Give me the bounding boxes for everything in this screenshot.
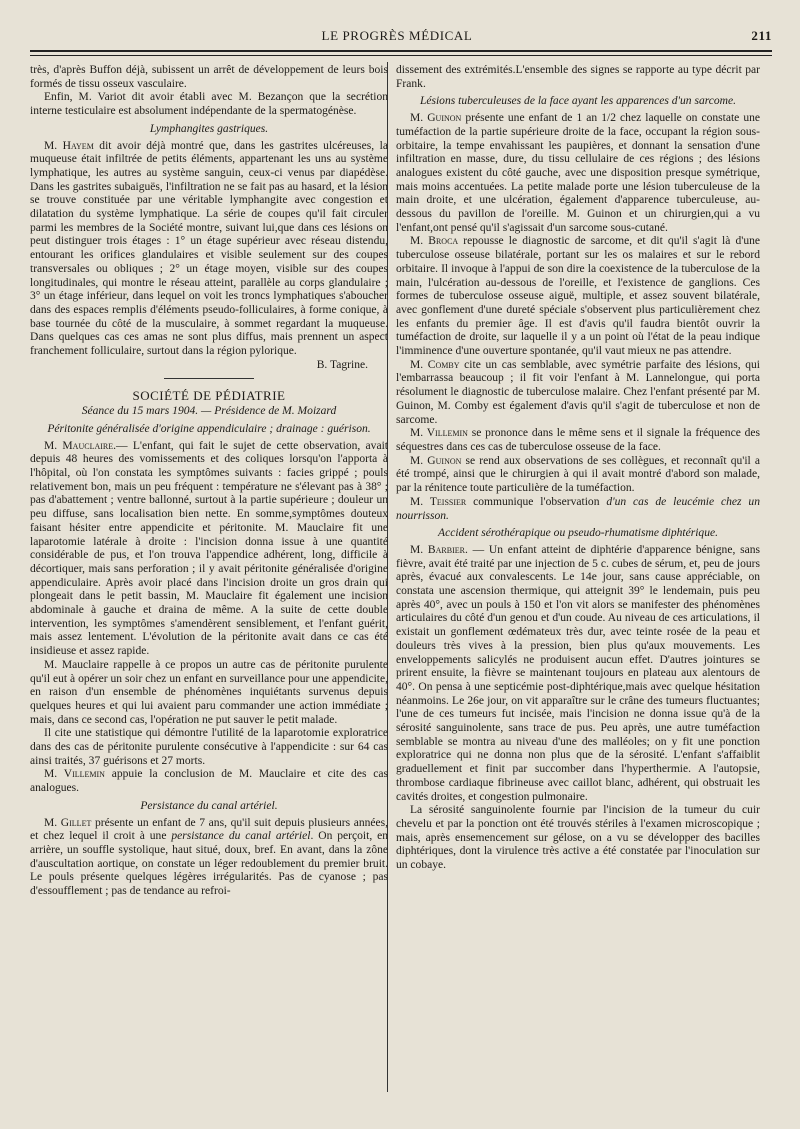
- speaker-name: M. Comby: [410, 358, 460, 371]
- subsection-heading: Lésions tuberculeuses de la face ayant les apparences d'un sarcome.: [419, 95, 737, 108]
- paragraph: [30, 140, 388, 359]
- page-number: 211: [751, 28, 772, 43]
- paragraph: [396, 112, 760, 235]
- paragraph: [396, 455, 760, 496]
- paragraph-text: communique l'observation: [466, 495, 607, 508]
- subsection-heading: Accident sérothérapique ou pseudo-rhumatisme diphtérique.: [438, 527, 718, 540]
- subsection-heading: Persistance du canal artériel.: [140, 799, 278, 812]
- paragraph: La sérosité sanguinolente fournie par l'incision de la tumeur du cuir chevelu et par la ponction ont été trouvés stériles à l'examen microscopique ; mais, après ensemencement sur gélose, on a vu se développer des bacilles diphtériques, dont la virulence très active a été constatée par l'inoculation sur un cobaye.: [396, 804, 760, 872]
- paragraph: [396, 359, 760, 428]
- paragraph: [396, 544, 760, 804]
- paragraph: [30, 440, 388, 659]
- paragraph: [30, 768, 388, 795]
- paragraph-text: repousse le diagnostic de sarcome, et dit qu'il s'agit là d'une tuberculose osseuse bilatérale, portant sur les os malaires et sur le rebord orbitaire. Il invoque à l'appui de son dire la coexistence de la tuberculose de la main, l'ulcération au-dessous de l'oreille, et l'existence de ganglions. Ces formes de tuberculose osseuse aiguë, multiple, et assez souvent bilatérale, avec gonflement d'une dureté spéciale s'observent plus particulièrement chez les enfants du premier âge. Il est d'avis qu'il faudra bientôt ouvrir la tuméfaction de droite, sur laquelle il y a un point où l'état de la peau indique l'imminence d'une ouverture spontanée, qu'il vaut mieux ne pas attendre.: [396, 235, 760, 358]
- session-line: Séance du 15 mars 1904. — Présidence de M. Moizard: [81, 405, 337, 418]
- speaker-name: M. Guinon: [410, 454, 462, 467]
- speaker-name: M. Barbier.: [410, 543, 468, 556]
- section-title: SOCIÉTÉ DE PÉDIATRIE: [132, 388, 286, 404]
- paragraph: [396, 235, 760, 358]
- paragraph: dissement des extrémités.L'ensemble des signes se rapporte au type décrit par Frank.: [396, 64, 760, 90]
- paragraph-text: — Un enfant atteint de diphtérie d'apparence bénigne, sans fièvre, avait été traité par une injection de 5 c. cubes de sérum, et, peu de jours après, évacué aux convalescents. Le 14e jour, sans cause appréciable, on constata une ascension thermique, qui atteignit 39° le lendemain, puis peu après 40°, avec un pouls à 150 et l'on vit alors se manifester des phénomènes articulaires du côté d'un genou et d'un coude. Au niveau de ces articulations, il existait un gonflement œdémateux très dur, avec teinte rosée de la peau et douleurs très vives à la pression, bien plus qu'aux mouvements. Les enveloppements salicylés ne produisent aucun effet. D'autres jointures se prirent ensuite, la fièvre se maintenant toujours en plateau aux alentours de 40°. On pensa à une septicémie post-diphtérique,mais avec quelque hésitation néanmoins. Le 26e jour, on vit apparaître sur le crâne des tumeurs fluctuantes; l'une de ces tumeurs fut incisée, mais l'incision ne donna issue qu'à de la sérosité sanguinolente, sans trace de pus. Peu après, une autre tuméfaction semblable se montra au niveau d'une des malléoles; on y fit une ponction exploratrice qui ne donna non plus que de la sérosité. L'enfant s'affaiblit graduellement et finit par succomber dans l'hyperthermie. A l'autopsie, thrombose cardiaque fibrineuse avec caillot blanc, adhérent, qui obstruait les cavités droites, et congestion pulmonaire.: [396, 543, 760, 803]
- speaker-name: M. Villemin: [44, 768, 105, 781]
- paragraph-text: se prononce dans le même sens et il signale la fréquence des séquestres dans ces cas de tuberculose osseuse de la face.: [396, 427, 760, 453]
- paragraph-text: . On perçoit, en arrière, un souffle systolique, haut situé, doux, bref. En avant, dans la zône d'auscultation aortique, on constate un léger redoublement du premier bruit. Le pouls présente quelques légères irrégularités. Pas de cyanose ; pas d'essoufflement ; pas de tendance au refroi-: [30, 830, 388, 898]
- speaker-name: M. Hayem: [44, 139, 94, 152]
- signature: B. Tagrine.: [316, 358, 368, 371]
- subsection-heading: Péritonite généralisée d'origine appendiculaire ; drainage : guérison.: [47, 422, 371, 435]
- paragraph: [396, 427, 760, 454]
- subsection-heading: Lymphangites gastriques.: [149, 122, 269, 135]
- journal-title: LE PROGRÈS MÉDICAL: [321, 28, 473, 43]
- paragraph: Enfin, M. Variot dit avoir établi avec M. Bezançon que la secrétion interne testiculaire est absolument indépendante de la spermatogénèse.: [30, 91, 388, 118]
- paragraph-text: cite un cas semblable, avec symétrie parfaite des lésions, qui l'embarrassa beaucoup ; il fit voir l'enfant à M. Lannelongue, qui porta résolument le diagnostic de tuberculose malaire. Chez l'enfant présenté par M. Guinon, M. Comby est également d'avis qu'il s'agit de tuberculose et non de sarcome.: [396, 358, 760, 426]
- paragraph-text: dit avoir déjà montré que, dans les gastrites ulcéreuses, la muqueuse était infiltrée de petits éléments, appartenant les uns au système lymphatique, les autres au système sanguin, ceux-ci venus par diapédèse. Dans les gastrites subaiguës, l'infiltration ne se fait pas au hasard, et la lésion se trouve constituée par une véritable lymphangite avec congestion et dilatation du système lymphatique. La série de coupes qu'il fait circuler parmi les membres de la Société montre, suivant lui,que dans ces lésions on peut distinguer trois étages : 1° un étage supérieur avec réseau distendu, entourant les orifices glandulaires et visible seulement sur des coupes transversales ou obliques ; 2° un étage moyen, visible sur des coupes longitudinales, qui montre le réseau atteint, parallèle au corps glandulaire ; 3° un étage inférieur, dans lequel on voit les troncs lymphatiques s'aboucher dans des espaces remplis d'éléments pseudo-folliculaires, à forme conique, à base tournée du côté de la musculaire, à sommet regardant la muqueuse. Dans quelques cas ces amas ne sont plus diffus, mais prennent un aspect franchement folliculaire, surtout dans la région pylorique.: [30, 139, 388, 358]
- right-column: [396, 64, 760, 873]
- speaker-name: M. Villemin: [410, 427, 468, 440]
- paragraph-text: appuie la conclusion de M. Mauclaire et cite des cas analogues.: [30, 768, 388, 795]
- header-rule: [30, 50, 772, 52]
- running-header: [22, 28, 772, 46]
- paragraph: très, d'après Buffon déjà, subissent un arrêt de développement de leurs bois formés de tissu osseux vasculaire.: [30, 64, 388, 90]
- paragraph-text: se rend aux observations de ses collègues, et reconnaît qu'il a été trompé, ainsi que le chirurgien à qui il avait montré d'abord son malade, par la rénitence toute particulière de la tuméfaction.: [396, 454, 761, 495]
- speaker-name: M. Teissier: [410, 495, 467, 508]
- paragraph-text: — L'enfant, qui fait le sujet de cette observation, avait depuis 48 heures des vomissements et des coliques lorsqu'on l'apporta à l'hôpital, où l'on constata les symptômes suivants : facies grippé ; pouls relativement bon, mais un peu fréquent : température ne s'élevant pas à 38° ; pas d'abattement ; ventre ballonné, surtout à la partie supérieure ; douleur un peu diffuse, sans localisation bien nette. En somme,symptômes douteux faisant hésiter entre appendicite et péritonite. M. Mauclaire fit une laparotomie latérale à droite : l'incision donna issue à une quantité considérable de pus, et l'on trouva l'appendice adhérent, long, difficile à décortiquer, mais sans perforation ; il y avait péritonite généralisée d'origine appendiculaire. Après avoir placé dans l'incision droite un gros drain qui plongeait dans le petit bassin, M. Mauclaire fit également une incision abdominale à gauche et draina de même. A la suite de cette double intervention, les symptômes s'amendèrent sensiblement, et l'enfant guérit, mais assez lentement. L'évolution de la péritonite avait dans ce cas été insidieuse et assez rapide.: [30, 439, 388, 658]
- paragraph: M. Mauclaire rappelle à ce propos un autre cas de péritonite purulente qu'il eut à opérer un soir chez un enfant en surveillance pour une appendicite, en raison d'un ensemble de phénomènes inquiétants survenus depuis quelques heures et qui lui avaient paru commander une action immédiate ; mais, dans ce second cas, l'opération ne put sauver le petit malade.: [30, 658, 388, 726]
- paragraph: Il cite une statistique qui démontre l'utilité de la laparotomie exploratrice dans des cas de péritonite purulente consécutive à l'appendicite : sur 64 cas ainsi traités, 37 guérisons et 27 morts.: [30, 727, 388, 767]
- italic-text: d'un cas de leucémie chez un nourrisson.: [396, 495, 760, 522]
- paragraph: [396, 496, 760, 523]
- speaker-name: M. Guinon: [410, 112, 462, 125]
- paragraph-text: présente une enfant de 1 an 1/2 chez laquelle on constate une tuméfaction de la partie supérieure droite de la face, occupant la région sous-orbitaire, la tempe envahissant les paupières, et donnant la sensation d'une infiltration en masse, dure, du tissu cellulaire de ces régions ; des lésions analogues existent du côté gauche, avec une disposition presque symétrique, mais moins accentuées. La petite malade porte une lésion tuberculeuse de la main droite, et une ulcération, également d'apparence tuberculeuse, au-dessous du pavillon de l'oreille. M. Guinon et un chirurgien,qui a vu l'enfant,ont pensé qu'il s'agissait d'un sarcome sous-cutané.: [396, 112, 761, 234]
- italic-text: persistance du canal artériel: [171, 830, 311, 843]
- speaker-name: M. Broca: [410, 235, 459, 248]
- left-column: [30, 64, 388, 899]
- header-rule-thin: [30, 55, 772, 56]
- section-separator: [164, 378, 254, 379]
- paragraph-text: présente un enfant de 7 ans, qu'il suit depuis plusieurs années, et chez lequel il croit à une: [30, 816, 388, 843]
- speaker-name: M. Gillet: [44, 816, 92, 829]
- paragraph: [30, 817, 388, 899]
- speaker-name: M. Mauclaire.: [44, 439, 117, 452]
